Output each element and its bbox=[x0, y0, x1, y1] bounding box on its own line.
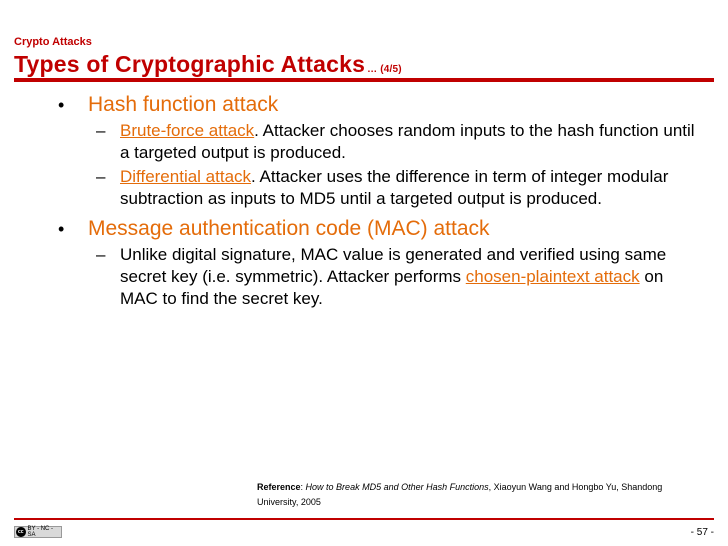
page-number: - 57 - bbox=[690, 527, 714, 538]
title-rule bbox=[14, 78, 714, 82]
subitem-text: . Attacker uses the difference in term of integer modular subtraction as inputs to MD5 until a targeted output is produced. bbox=[120, 167, 669, 208]
reference-authors: , Xiaoyun Wang and Hongbo Yu, Shandong University, 2005 bbox=[257, 482, 663, 507]
bullet-hash-function-attack bbox=[56, 92, 696, 118]
chosen-plaintext-attack-link[interactable]: chosen-plaintext attack bbox=[465, 267, 640, 286]
reference-label: Reference bbox=[257, 482, 301, 492]
subitem-text: . Attacker chooses random inputs to the hash function until a targeted output is produced. bbox=[120, 121, 695, 162]
dash-icon: – bbox=[96, 121, 106, 140]
slide-content bbox=[56, 92, 696, 312]
bullet-label: Hash function attack bbox=[88, 93, 279, 116]
reference-work: How to Break MD5 and Other Hash Functions bbox=[305, 482, 489, 492]
dash-icon: – bbox=[96, 245, 106, 264]
brute-force-attack-link[interactable]: Brute-force attack bbox=[120, 121, 255, 140]
subitem-text: on MAC to find the secret key. bbox=[120, 267, 664, 308]
bullet-dot-icon: • bbox=[58, 95, 65, 115]
subitem-differential bbox=[56, 166, 696, 210]
bullet-mac-attack bbox=[56, 216, 696, 242]
slide-title bbox=[14, 51, 402, 78]
license-badge[interactable] bbox=[14, 526, 62, 538]
title-text: Types of Cryptographic Attacks bbox=[14, 51, 366, 77]
footer-rule bbox=[14, 518, 714, 520]
reference-colon: : bbox=[300, 482, 306, 492]
differential-attack-link[interactable]: Differential attack bbox=[120, 167, 252, 186]
bullet-dot-icon: • bbox=[58, 219, 65, 239]
subitem-text: Unlike digital signature, MAC value is generated and verified using same secret key (i.e. symmetric). Attacker performs bbox=[120, 245, 667, 286]
creative-commons-icon: cc bbox=[17, 529, 24, 535]
subitem-mac bbox=[56, 244, 696, 310]
section-label: Crypto Attacks bbox=[14, 36, 92, 48]
dash-icon: – bbox=[96, 167, 106, 186]
bullet-label: Message authentication code (MAC) attack bbox=[88, 217, 490, 240]
license-text: BY - NC - SA bbox=[27, 526, 54, 538]
title-subtitle: … (4/5) bbox=[367, 64, 402, 75]
subitem-brute-force bbox=[56, 120, 696, 164]
reference-note bbox=[257, 480, 677, 510]
